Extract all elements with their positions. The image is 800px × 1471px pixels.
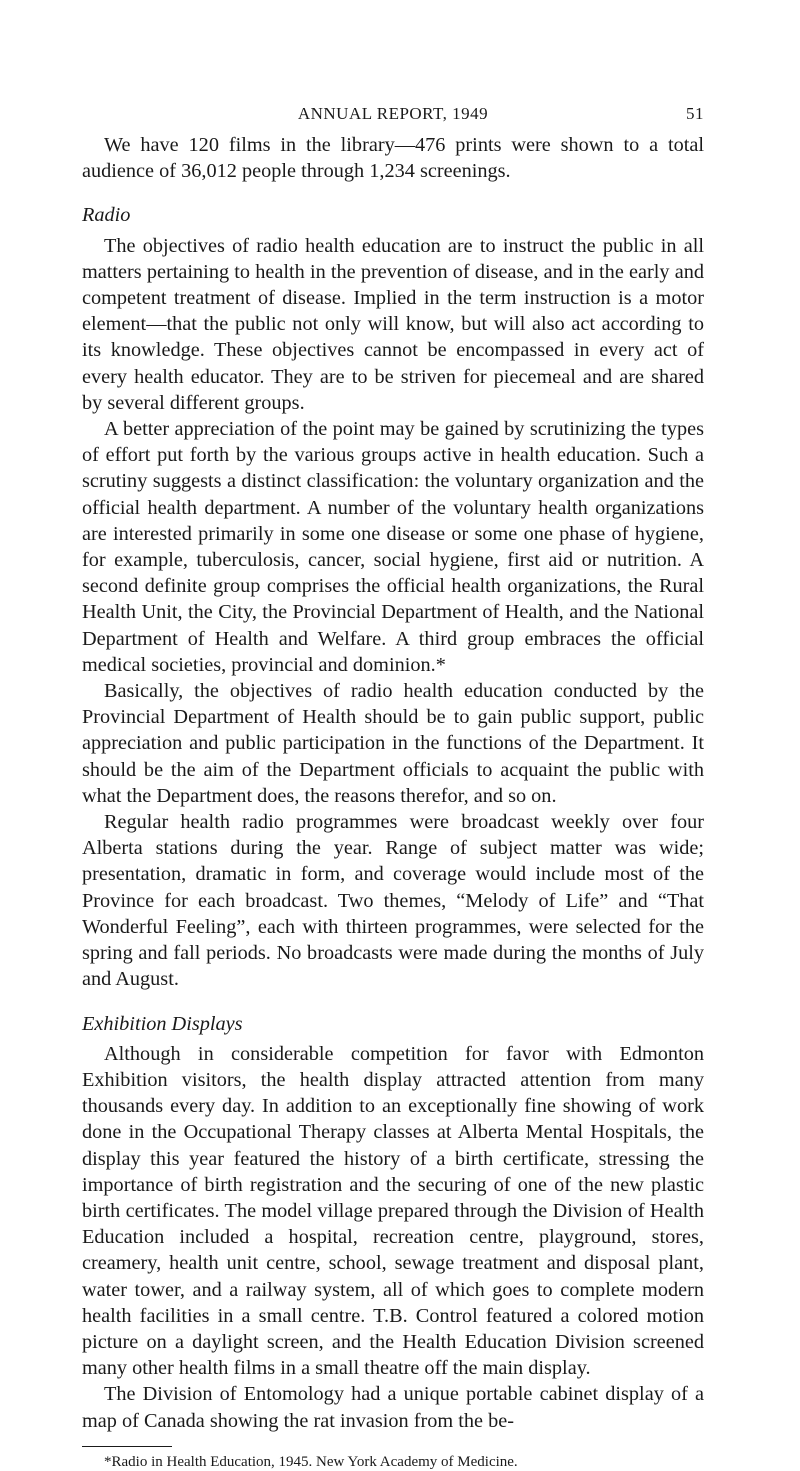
radio-paragraph-4: Regular health radio programmes were broadcast weekly over four Alberta stations during the year. Range of subject matter was wide; presentation, dramatic in form, and coverage would include most of the Province for each broadcast. Two themes, “Melody of Life” and “That Wonderful Feeling”, each with thirteen programmes, were selected for the spring and fall periods. No broadcasts were made during the months of July and August. [82,811,704,991]
radio-paragraph-2: A better appreciation of the point may be gained by scrutinizing the types of effort put forth by the various groups active in health education. Such a scrutiny suggests a distinct classification: the voluntary organization and the official health department. A number of the voluntary health organizations are interested primarily in some one disease or some one phase of hygiene, for example, tuberculosis, cancer, social hygiene, first aid or nutrition. A second definite group comprises the official health organizations, the Rural Health Unit, the City, the Provincial Department of Health, and the National Department of Health and Welfare. A third group embraces the official medical societies, provincial and dominion.* [82,418,704,676]
section-heading-exhibition-displays: Exhibition Displays [82,1012,243,1035]
radio-paragraph-3: Basically, the objectives of radio health education conducted by the Provincial Department of Health should be to gain public support, public appreciation and public participation in the functions of the Department. It should be the aim of the Department officials to acquaint the public with what the Department does, the reasons therefor, and so on. [82,680,704,807]
document-page [82,104,704,1471]
films-paragraph: We have 120 films in the library—476 prints were shown to a total audience of 36,012 people through 1,234 screenings. [82,134,704,183]
running-header [82,104,704,132]
exhibition-paragraph-1: Although in considerable competition for favor with Edmonton Exhibition visitors, the health display attracted attention from many thousands every day. In addition to an exceptionally fine showing of work done in the Occupational Therapy classes at Alberta Mental Hospitals, the display this year featured the history of a birth certificate, stressing the importance of birth registration and the securing of one of the new plastic birth certificates. The model village prepared through the Division of Health Education included a hospital, recreation centre, playground, stores, creamery, health unit centre, school, sewage treatment and disposal plant, water tower, and a railway system, all of which goes to complete modern health facilities in a small centre. T.B. Control featured a colored motion picture on a daylight screen, and the Health Education Division screened many other health films in a small theatre off the main display. [82,1042,704,1380]
footnote-divider [82,1446,172,1447]
radio-paragraph-1: The objectives of radio health education are to instruct the public in all matters pertaining to health in the prevention of disease, and in the early and competent treatment of disease. Implied in the term instruction is a motor element—that the public not only will know, but will also act according to its knowledge. These objectives cannot be encompassed in every act of every health educator. They are to be striven for piecemeal and are shared by several different groups. [82,234,704,414]
report-title: ANNUAL REPORT, 1949 [297,104,489,123]
page-number: 51 [686,104,704,123]
exhibition-paragraph-2: The Division of Entomology had a unique portable cabinet display of a map of Canada showing the rat invasion from the be- [82,1383,704,1432]
section-heading-radio: Radio [82,204,131,227]
footnote: *Radio in Health Education, 1945. New York Academy of Medicine. [104,1453,518,1470]
